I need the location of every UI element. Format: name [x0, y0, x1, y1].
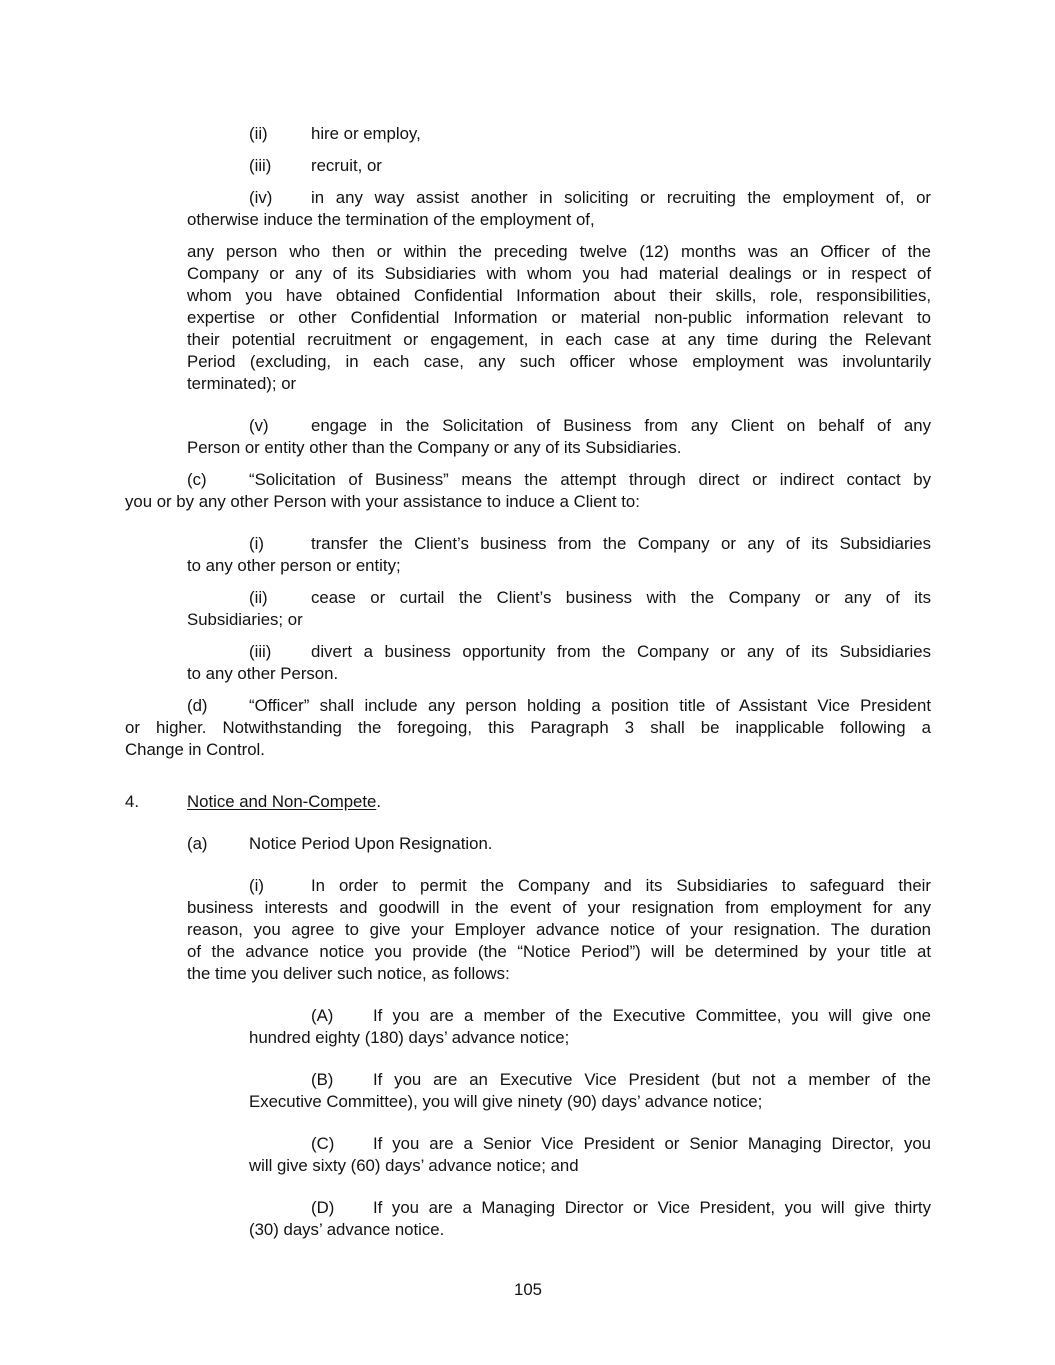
text-line: otherwise induce the termination of the employment of,	[187, 210, 595, 229]
officer-solicitation-continuation	[125, 241, 931, 395]
line-text: “Solicitation of Business” means the attempt through direct or indirect contact by	[249, 470, 931, 489]
list-label: (iii)	[249, 642, 272, 661]
text-line: their potential recruitment or engagement, in each case at any time during the Relevant	[187, 330, 931, 349]
text-line: Company or any of its Subsidiaries with whom you had material dealings or in respect of	[187, 264, 931, 283]
text-line	[311, 1197, 931, 1219]
text-line: Subsidiaries; or	[187, 610, 303, 629]
line-text: If you are a Managing Director or Vice President, you will give thirty	[373, 1198, 931, 1217]
clause-D-md-vp-notice	[125, 1197, 931, 1241]
text-line	[249, 875, 931, 897]
list-label: (ii)	[249, 124, 268, 143]
list-label: (D)	[311, 1198, 335, 1217]
section-title: Notice and Non-Compete	[187, 792, 377, 811]
clause-ii-hire-or-employ	[125, 123, 931, 145]
line-text: “Officer” shall include any person holding a position title of Assistant Vice President	[249, 696, 931, 715]
text-line	[311, 1005, 931, 1027]
text-line: Executive Committee), you will give ninety (90) days’ advance notice;	[249, 1092, 763, 1111]
text-line: to any other Person.	[187, 664, 339, 683]
text-line: hundred eighty (180) days’ advance notice;	[249, 1028, 570, 1047]
list-label: (c)	[187, 470, 207, 489]
page-number: 105	[514, 1280, 542, 1299]
clause-i-notice-duration	[125, 875, 931, 985]
section-number: 4.	[125, 792, 139, 811]
list-label: (iii)	[249, 156, 272, 175]
para-a-notice-period-upon-resignation	[125, 833, 931, 855]
clause-C-svp-smd-notice	[125, 1133, 931, 1177]
line-text: If you are an Executive Vice President (but not a member of the	[373, 1070, 931, 1089]
text-line: of the advance notice you provide (the “Notice Period”) will be determined by your title at	[187, 942, 931, 961]
text-line	[249, 415, 931, 437]
text-line: Period (excluding, in each case, any such officer whose employment was involuntarily	[187, 352, 931, 371]
text-line: will give sixty (60) days’ advance notice; and	[249, 1156, 579, 1175]
text-line	[249, 587, 931, 609]
clause-iv-assist	[125, 187, 931, 231]
text-line: business interests and goodwill in the event of your resignation from employment for any	[187, 898, 931, 917]
text-line: (30) days’ advance notice.	[249, 1220, 445, 1239]
line-text: in any way assist another in soliciting or recruiting the employment of, or	[311, 188, 931, 207]
text-line	[187, 469, 931, 491]
list-label: (B)	[311, 1070, 334, 1089]
text-line: to any other person or entity;	[187, 556, 401, 575]
text-line: any person who then or within the preceding twelve (12) months was an Officer of the	[187, 242, 931, 261]
text-line	[125, 791, 931, 813]
list-label: (i)	[249, 876, 264, 895]
list-label: (i)	[249, 534, 264, 553]
list-label: (a)	[187, 834, 208, 853]
text-line: reason, you agree to give your Employer advance notice of your resignation. The duration	[187, 920, 931, 939]
list-label: (v)	[249, 416, 269, 435]
list-label: (ii)	[249, 588, 268, 607]
line-text: Notice Period Upon Resignation.	[249, 834, 493, 853]
text-line	[249, 641, 931, 663]
line-text: cease or curtail the Client’s business with the Company or any of its	[311, 588, 931, 607]
clause-A-executive-committee-notice	[125, 1005, 931, 1049]
clause-v-solicitation-of-business	[125, 415, 931, 459]
text-line	[249, 155, 931, 177]
clause-iii-recruit	[125, 155, 931, 177]
list-label: (C)	[311, 1134, 335, 1153]
clause-B-evp-notice	[125, 1069, 931, 1113]
text-line: the time you deliver such notice, as follows:	[187, 964, 510, 983]
para-c-solicitation-definition	[125, 469, 931, 513]
text-line	[311, 1069, 931, 1091]
list-label: (iv)	[249, 188, 273, 207]
text-line	[187, 695, 931, 717]
line-text: engage in the Solicitation of Business from any Client on behalf of any	[311, 416, 931, 435]
list-label: (A)	[311, 1006, 334, 1025]
clause-iii-divert-opportunity	[125, 641, 931, 685]
text-line	[249, 533, 931, 555]
clause-ii-cease-business	[125, 587, 931, 631]
para-d-officer-definition	[125, 695, 931, 761]
text-line: expertise or other Confidential Information or material non-public information relevant to	[187, 308, 931, 327]
text-line	[311, 1133, 931, 1155]
text-line: terminated); or	[187, 374, 297, 393]
text-line: you or by any other Person with your assistance to induce a Client to:	[125, 492, 640, 511]
line-text: divert a business opportunity from the Company or any of its Subsidiaries	[311, 642, 931, 661]
section-4-heading	[125, 791, 931, 813]
line-text: If you are a member of the Executive Committee, you will give one	[373, 1006, 931, 1025]
line-text: If you are a Senior Vice President or Senior Managing Director, you	[373, 1134, 931, 1153]
line-text: recruit, or	[311, 156, 382, 175]
section-title-period: .	[376, 792, 382, 811]
line-text: hire or employ,	[311, 124, 421, 143]
text-line: whom you have obtained Confidential Information about their skills, role, responsibilities,	[187, 286, 931, 305]
text-line	[249, 187, 931, 209]
line-text: In order to permit the Company and its Subsidiaries to safeguard their	[311, 876, 931, 895]
clause-i-transfer-business	[125, 533, 931, 577]
text-line: Person or entity other than the Company or any of its Subsidiaries.	[187, 438, 682, 457]
line-text: transfer the Client’s business from the Company or any of its Subsidiaries	[311, 534, 931, 553]
text-line	[249, 123, 931, 145]
text-line: or higher. Notwithstanding the foregoing, this Paragraph 3 shall be inapplicable following a	[125, 718, 931, 737]
text-line	[187, 833, 931, 855]
list-label: (d)	[187, 696, 208, 715]
text-line: Change in Control.	[125, 740, 265, 759]
